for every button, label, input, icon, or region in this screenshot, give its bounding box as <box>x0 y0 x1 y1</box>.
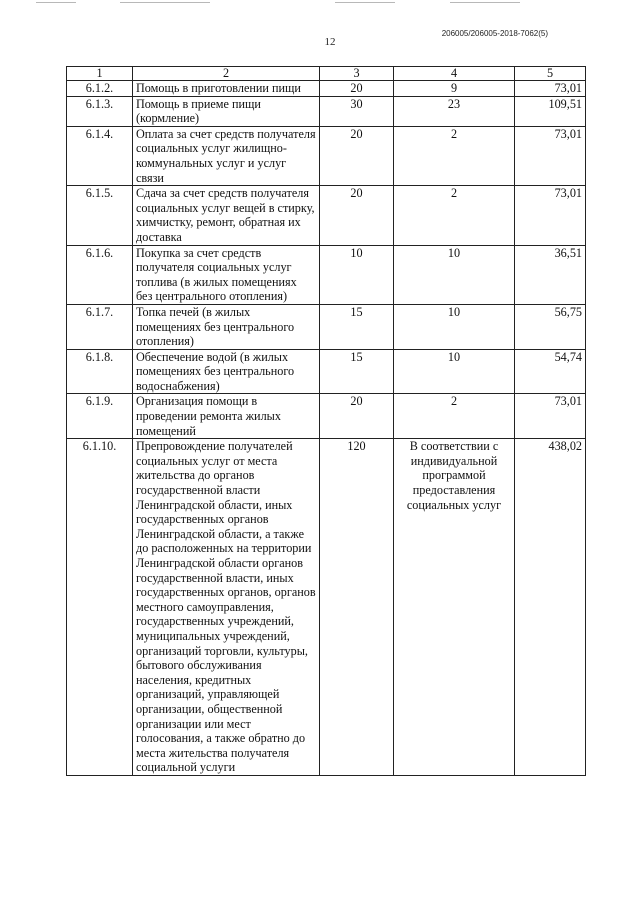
column-4-value: 10 <box>394 349 515 394</box>
service-code: 6.1.8. <box>67 349 133 394</box>
column-header: 1 <box>67 67 133 81</box>
service-price: 73,01 <box>515 126 586 185</box>
column-3-value: 30 <box>320 96 394 126</box>
column-4-value: 10 <box>394 304 515 349</box>
service-name: Оплата за счет средств получателя социальных услуг жилищно-коммунальных услуг и услуг связи <box>133 126 320 185</box>
table-row <box>67 96 586 126</box>
column-header: 4 <box>394 67 515 81</box>
scan-edge-mark <box>36 2 76 3</box>
service-code: 6.1.9. <box>67 394 133 439</box>
column-4-value: 23 <box>394 96 515 126</box>
column-3-value: 20 <box>320 186 394 245</box>
table-row <box>67 439 586 776</box>
service-code: 6.1.7. <box>67 304 133 349</box>
service-code: 6.1.3. <box>67 96 133 126</box>
service-code: 6.1.6. <box>67 245 133 304</box>
service-name: Организация помощи в проведении ремонта жилых помещений <box>133 394 320 439</box>
service-price: 73,01 <box>515 81 586 97</box>
service-name: Помощь в приготовлении пищи <box>133 81 320 97</box>
scan-edge-mark <box>450 2 520 3</box>
document-id: 206005/206005-2018-7062(5) <box>441 29 548 38</box>
service-price: 54,74 <box>515 349 586 394</box>
column-4-value: 10 <box>394 245 515 304</box>
column-4-value: В соответствии с индивидуальной программой предоставления социальных услуг <box>394 439 515 776</box>
column-3-value: 15 <box>320 304 394 349</box>
column-3-value: 10 <box>320 245 394 304</box>
service-price: 73,01 <box>515 186 586 245</box>
service-code: 6.1.2. <box>67 81 133 97</box>
table-row <box>67 394 586 439</box>
service-price: 56,75 <box>515 304 586 349</box>
service-code: 6.1.4. <box>67 126 133 185</box>
column-4-value: 9 <box>394 81 515 97</box>
column-number-row <box>67 67 586 81</box>
table-row <box>67 81 586 97</box>
scan-edge-mark <box>120 2 210 3</box>
table-row <box>67 126 586 185</box>
table-row <box>67 245 586 304</box>
column-3-value: 20 <box>320 126 394 185</box>
table-row <box>67 304 586 349</box>
column-3-value: 20 <box>320 81 394 97</box>
service-price: 109,51 <box>515 96 586 126</box>
column-4-value: 2 <box>394 126 515 185</box>
column-3-value: 15 <box>320 349 394 394</box>
column-4-value: 2 <box>394 394 515 439</box>
service-name: Топка печей (в жилых помещениях без центрального отопления) <box>133 304 320 349</box>
column-4-value: 2 <box>394 186 515 245</box>
column-header: 2 <box>133 67 320 81</box>
column-3-value: 20 <box>320 394 394 439</box>
service-code: 6.1.10. <box>67 439 133 776</box>
table-row <box>67 186 586 245</box>
service-name: Покупка за счет средств получателя социальных услуг топлива (в жилых помещениях без центрального отопления) <box>133 245 320 304</box>
service-price: 36,51 <box>515 245 586 304</box>
service-name: Препровождение получателей социальных услуг от места жительства до органов государственной власти Ленинградской области, иных государственных органов Ленинградской области, а также до расположенных на территории Ленинградской области органов государственной власти, иных государственных органов, органов местного самоуправления, государственных учреждений, муниципальных учреждений, организаций торговли, культуры, бытового обслуживания населения, кредитных организаций, управляющей организации, общественной организации или мест голосования, а также обратно до места жительства получателя социальной услуги <box>133 439 320 776</box>
column-3-value: 120 <box>320 439 394 776</box>
scan-edge-mark <box>335 2 395 3</box>
table-row <box>67 349 586 394</box>
service-price: 438,02 <box>515 439 586 776</box>
column-header: 3 <box>320 67 394 81</box>
page-number: 12 <box>324 36 336 48</box>
service-name: Обеспечение водой (в жилых помещениях без центрального водоснабжения) <box>133 349 320 394</box>
service-name: Сдача за счет средств получателя социальных услуг вещей в стирку, химчистку, ремонт, обратная их доставка <box>133 186 320 245</box>
service-price: 73,01 <box>515 394 586 439</box>
service-name: Помощь в приеме пищи (кормление) <box>133 96 320 126</box>
services-table <box>66 66 586 776</box>
column-header: 5 <box>515 67 586 81</box>
service-code: 6.1.5. <box>67 186 133 245</box>
